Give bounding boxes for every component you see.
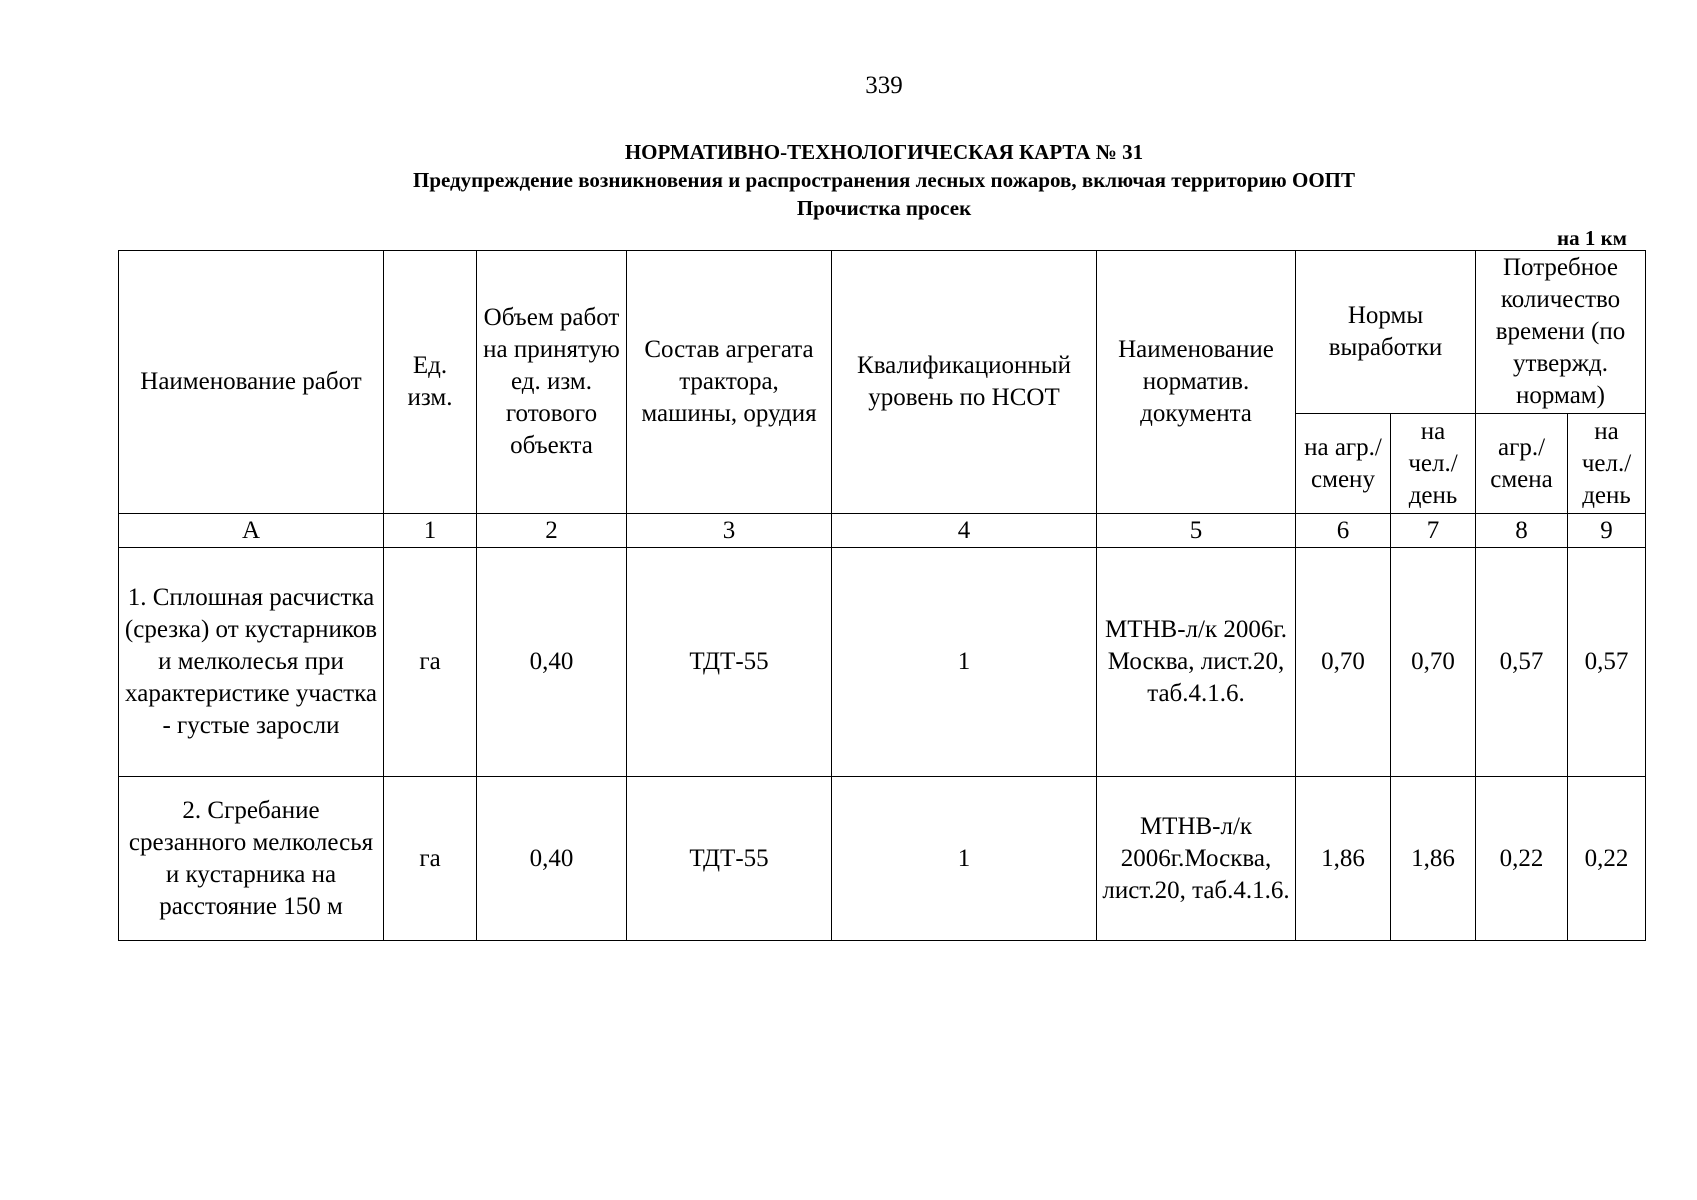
- row-composition: ТДТ-55: [627, 777, 832, 941]
- column-number-row: [119, 514, 1646, 548]
- column-number: 2: [477, 514, 627, 548]
- column-number: 9: [1568, 514, 1646, 548]
- header-norms-group: Нормы выработки: [1296, 251, 1476, 414]
- header-name: Наименование работ: [119, 251, 384, 514]
- row-unit: га: [384, 548, 477, 777]
- column-number: 6: [1296, 514, 1391, 548]
- header-unit: Ед. изм.: [384, 251, 477, 514]
- row-qualification: 1: [832, 777, 1097, 941]
- row-time-man: 0,22: [1568, 777, 1646, 941]
- row-volume: 0,40: [477, 548, 627, 777]
- column-number: 7: [1391, 514, 1476, 548]
- row-norm-agr: 1,86: [1296, 777, 1391, 941]
- column-number: 4: [832, 514, 1097, 548]
- section-title: Прочистка просек: [796, 196, 972, 220]
- table-row: [119, 548, 1646, 777]
- document-header: [0, 138, 1697, 222]
- norm-table: [118, 250, 1646, 941]
- row-volume: 0,40: [477, 777, 627, 941]
- header-volume: Объем работ на принятую ед. изм. готового объекта: [477, 251, 627, 514]
- table-row: [119, 777, 1646, 941]
- column-number: 3: [627, 514, 832, 548]
- column-number: 1: [384, 514, 477, 548]
- header-time-man: на чел./ день: [1568, 414, 1646, 514]
- row-time-man: 0,57: [1568, 548, 1646, 777]
- header-qualification: Квалификационный уровень по НСОТ: [832, 251, 1097, 514]
- row-unit: га: [384, 777, 477, 941]
- document-subtitle: Предупреждение возникновения и распространения лесных пожаров, включая территорию ООПТ: [412, 168, 1355, 192]
- header-time-agr: агр./ смена: [1476, 414, 1568, 514]
- row-norm-man: 0,70: [1391, 548, 1476, 777]
- header-time-group: Потребное количество времени (по утвержд. нормам): [1476, 251, 1646, 414]
- row-qualification: 1: [832, 548, 1097, 777]
- row-document: МТНВ-л/к 2006г. Москва, лист.20, таб.4.1.6.: [1097, 548, 1296, 777]
- row-name: 1. Сплошная расчистка (срезка) от кустарников и мелколесья при характеристике участка - густые заросли: [119, 548, 384, 777]
- row-document: МТНВ-л/к 2006г.Москва, лист.20, таб.4.1.6.: [1097, 777, 1296, 941]
- row-time-agr: 0,22: [1476, 777, 1568, 941]
- column-number: 5: [1097, 514, 1296, 548]
- page-number: 339: [865, 72, 903, 99]
- row-name: 2. Сгребание срезанного мелколесья и кустарника на расстояние 150 м: [119, 777, 384, 941]
- row-norm-agr: 0,70: [1296, 548, 1391, 777]
- column-number: 8: [1476, 514, 1568, 548]
- row-time-agr: 0,57: [1476, 548, 1568, 777]
- header-document: Наименование норматив. документа: [1097, 251, 1296, 514]
- header-norm-man: на чел./ день: [1391, 414, 1476, 514]
- unit-note: на 1 км: [1556, 226, 1627, 250]
- header-norm-agr: на агр./ смену: [1296, 414, 1391, 514]
- row-norm-man: 1,86: [1391, 777, 1476, 941]
- column-number: А: [119, 514, 384, 548]
- header-composition: Состав агрегата трактора, машины, орудия: [627, 251, 832, 514]
- row-composition: ТДТ-55: [627, 548, 832, 777]
- header-row-1: [119, 251, 1646, 414]
- document-title: НОРМАТИВНО-ТЕХНОЛОГИЧЕСКАЯ КАРТА № 31: [624, 140, 1144, 164]
